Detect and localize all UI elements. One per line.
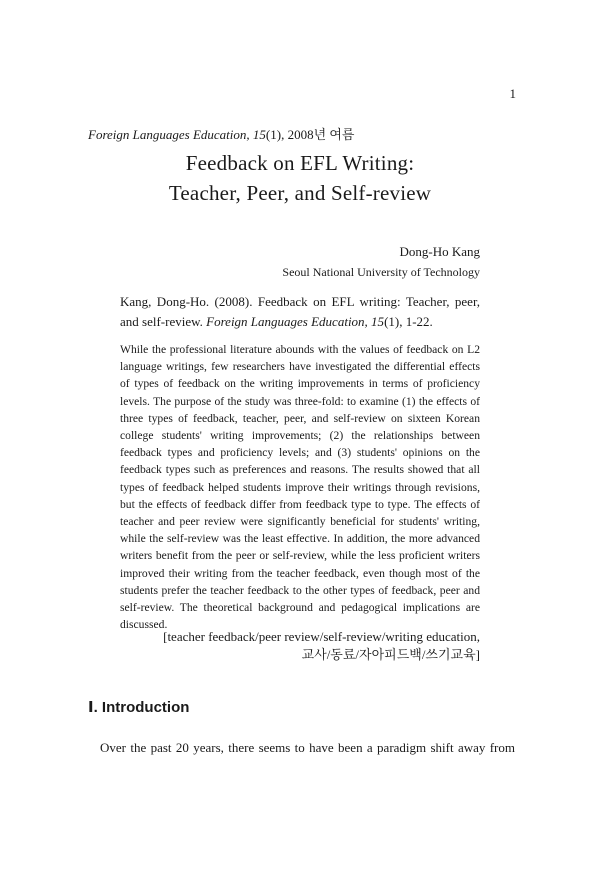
citation-journal: Foreign Languages Education, 15 — [206, 314, 385, 329]
abstract: While the professional literature abounds with the values of feedback on L2 language writings, few researchers have investigated the differential effects of types of feedback on the writing improvements in terms of proficiency levels. The purpose of the study was three-fold: to examine (1) the effects of three types of feedback, teacher, peer, and self-review on sixteen Korean college students' writing improvements; (2) the relationships between feedback types and proficiency levels; and (3) students' opinions on the feedback types such as preferences and reasons. The results showed that all types of feedback helped students improve their writings through revisions, but the effects of feedback differ from feedback type to type. The effects of teacher and peer review were significantly beneficial for students' writing, while the self-review was the least effective. In addition, the more advanced writers benefit from the peer or self-review, while the less proficient writers improved their writing from the teacher feedback, even though most of the students prefer the teacher feedback to the other types of feedback, peer and self-review. The theoretical background and pedagogical implications are discussed. — [120, 343, 480, 632]
paper-title — [0, 148, 600, 208]
page-number: 1 — [509, 86, 516, 101]
keywords-line-2: 교사/동료/자아피드백/쓰기교육] — [301, 647, 480, 662]
citation-prefix: Kang, Dong-Ho. (2008). Feedback on EFL writing: Teacher, peer, and self-review. — [120, 294, 480, 329]
author-name: Dong-Ho Kang — [399, 244, 480, 259]
journal-issue: (1), 2008년 여름 — [265, 127, 355, 142]
journal-name: Foreign Languages Education, — [88, 127, 250, 142]
title-line-1: Feedback on EFL Writing: — [185, 151, 415, 175]
author-block — [282, 242, 480, 282]
intro-paragraph: Over the past 20 years, there seems to have been a paradigm shift away from — [100, 740, 515, 755]
journal-volume: 15 — [252, 127, 266, 142]
keywords — [120, 628, 480, 664]
citation — [120, 292, 480, 332]
section-heading: Ⅰ. Introduction — [88, 699, 190, 716]
journal-header — [88, 124, 355, 143]
title-line-2: Teacher, Peer, and Self-review — [168, 181, 432, 205]
author-affiliation: Seoul National University of Technology — [282, 265, 480, 279]
keywords-line-1: [teacher feedback/peer review/self-review/writing education, — [163, 629, 480, 644]
citation-suffix: (1), 1-22. — [384, 314, 433, 329]
